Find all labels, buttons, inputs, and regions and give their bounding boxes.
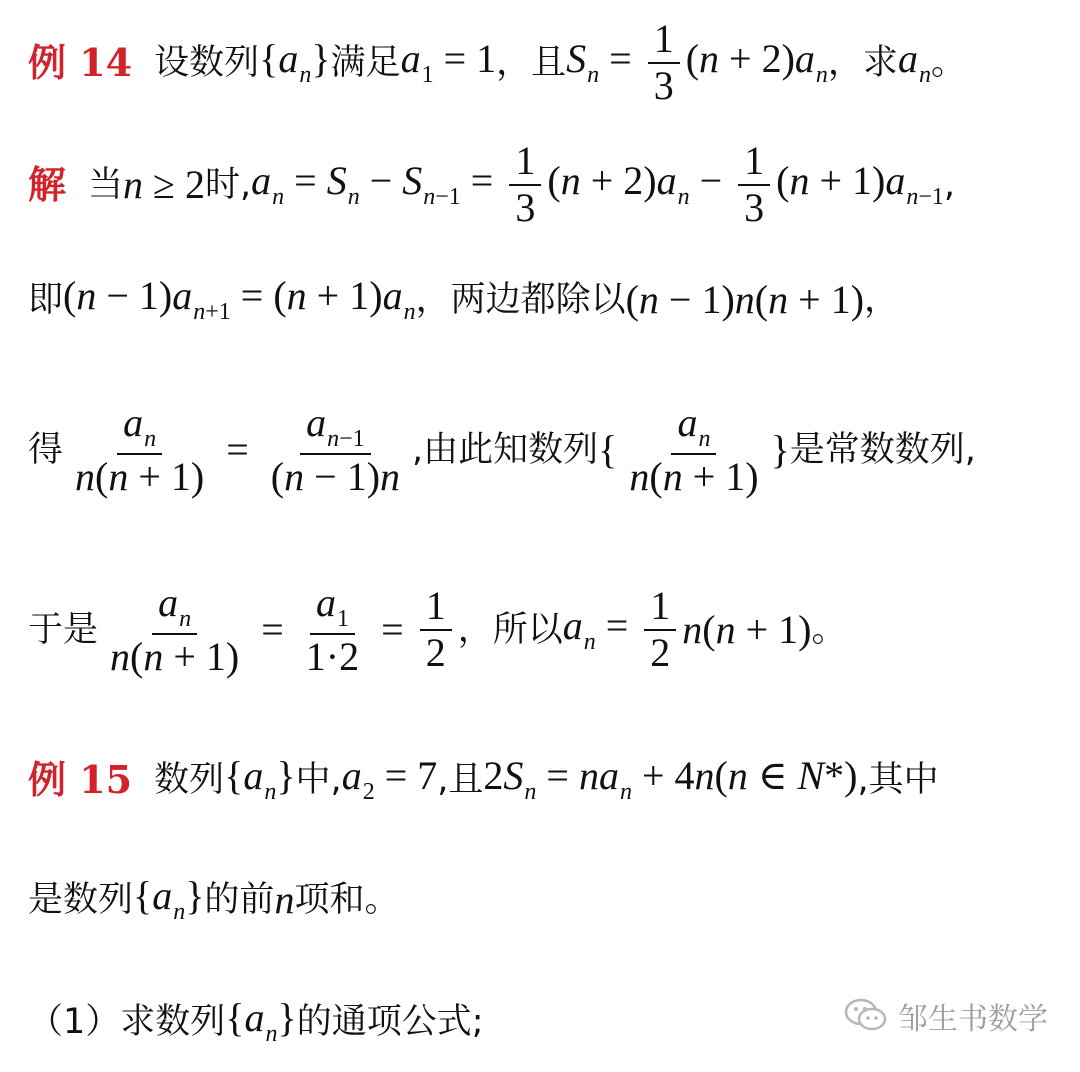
solution-line-3 <box>28 400 976 500</box>
text: ，两边都除以 <box>415 279 626 320</box>
text: 。 <box>811 609 847 650</box>
text: ， <box>864 279 900 320</box>
text: 满足 <box>330 42 401 83</box>
text: 即 <box>28 279 64 320</box>
math: = <box>261 607 284 652</box>
math: $a_n$ <box>897 36 931 88</box>
solution-line-2 <box>28 270 899 330</box>
fraction: $\frac{a_{n-1}}{(n - 1)n}$ <box>270 399 401 499</box>
solution-label: 解 <box>28 162 67 207</box>
wechat-icon <box>844 997 888 1035</box>
math: (n − 1)n(n + 1) <box>625 277 865 322</box>
text: 数列 <box>154 759 225 800</box>
math: $(n - 1)a_{n+1} = (n + 1)a_n$ <box>63 273 416 325</box>
text: ,由此知数列 <box>412 429 599 470</box>
text: 于是 <box>28 609 99 650</box>
example-14-label: 例 14 <box>28 40 133 85</box>
fraction: $\frac{a_n}{n(n + 1)}$ <box>110 579 240 679</box>
text: 。 <box>930 42 966 83</box>
text: 的前 <box>204 879 275 920</box>
math: $S_n$ = <box>566 36 632 88</box>
math: $\{a_n\}$ <box>225 995 297 1047</box>
text: 时, <box>204 164 252 205</box>
math: $2S_n = na_n + 4n(n$ ∈ N*) <box>483 753 858 805</box>
math: $a_2 = 7$ <box>341 753 438 805</box>
text: 是数列 <box>28 879 134 920</box>
math: { <box>598 427 618 472</box>
text: 中, <box>295 759 342 800</box>
text: 的通项公式; <box>296 1001 484 1042</box>
fraction: $\frac{a_1}{1\cdot 2}$ <box>305 579 360 679</box>
math: $\{a_n\}$ <box>224 753 296 805</box>
fraction: $\frac{a_n}{n(n + 1)}$ <box>629 399 759 499</box>
text: ,且 <box>437 759 484 800</box>
fraction: $\frac{a_n}{n(n + 1)}$ <box>75 399 205 499</box>
example-15-line-2 <box>28 870 399 930</box>
text: , <box>943 164 956 205</box>
math: = <box>381 607 404 652</box>
math: $a_n = S_n - S_{n-1}$ = <box>251 158 494 210</box>
example-15-statement <box>28 750 939 810</box>
math: = <box>226 427 249 472</box>
example-15-label: 例 15 <box>28 757 133 802</box>
fraction: $\frac{1}{3}$ <box>509 139 541 231</box>
watermark-text: 邹生书数学 <box>898 1002 1048 1037</box>
text: ，且 <box>496 42 567 83</box>
text: 是常数数列, <box>789 429 976 470</box>
fraction: $\frac{1}{2}$ <box>420 584 452 676</box>
text: 当 <box>88 164 124 205</box>
text: 项和。 <box>294 879 400 920</box>
math: $(n + 2)a_n$ <box>685 36 828 88</box>
text: 设数列 <box>154 42 260 83</box>
math: $\{a_n\}$ <box>133 873 205 925</box>
math: n(n + 1) <box>682 607 812 652</box>
fraction: $\frac{1}{2}$ <box>644 584 676 676</box>
math: $\{a_n\}$ <box>259 36 331 88</box>
solution-line-1 <box>28 140 955 230</box>
math: n <box>274 877 295 922</box>
example-14-statement <box>28 18 966 108</box>
text: ，求 <box>827 42 898 83</box>
text: （1）求数列 <box>28 1001 226 1042</box>
math: } <box>770 427 790 472</box>
fraction: $\frac{1}{3}$ <box>648 17 680 109</box>
watermark <box>844 994 1048 1038</box>
fraction: $\frac{1}{3}$ <box>738 139 770 231</box>
math: $a_1 = 1$ <box>400 36 497 88</box>
text: ，所以 <box>457 609 563 650</box>
math: $(n + 1)a_{n-1}$ <box>776 158 944 210</box>
math: $a_n$ = <box>562 603 629 655</box>
text: ,其中 <box>857 759 939 800</box>
solution-line-4 <box>28 580 847 680</box>
text: 得 <box>28 429 64 470</box>
math: n ≥ 2 <box>123 162 205 207</box>
math: $(n + 2)a_n$ − <box>547 158 723 210</box>
example-15-part-1 <box>28 992 483 1052</box>
